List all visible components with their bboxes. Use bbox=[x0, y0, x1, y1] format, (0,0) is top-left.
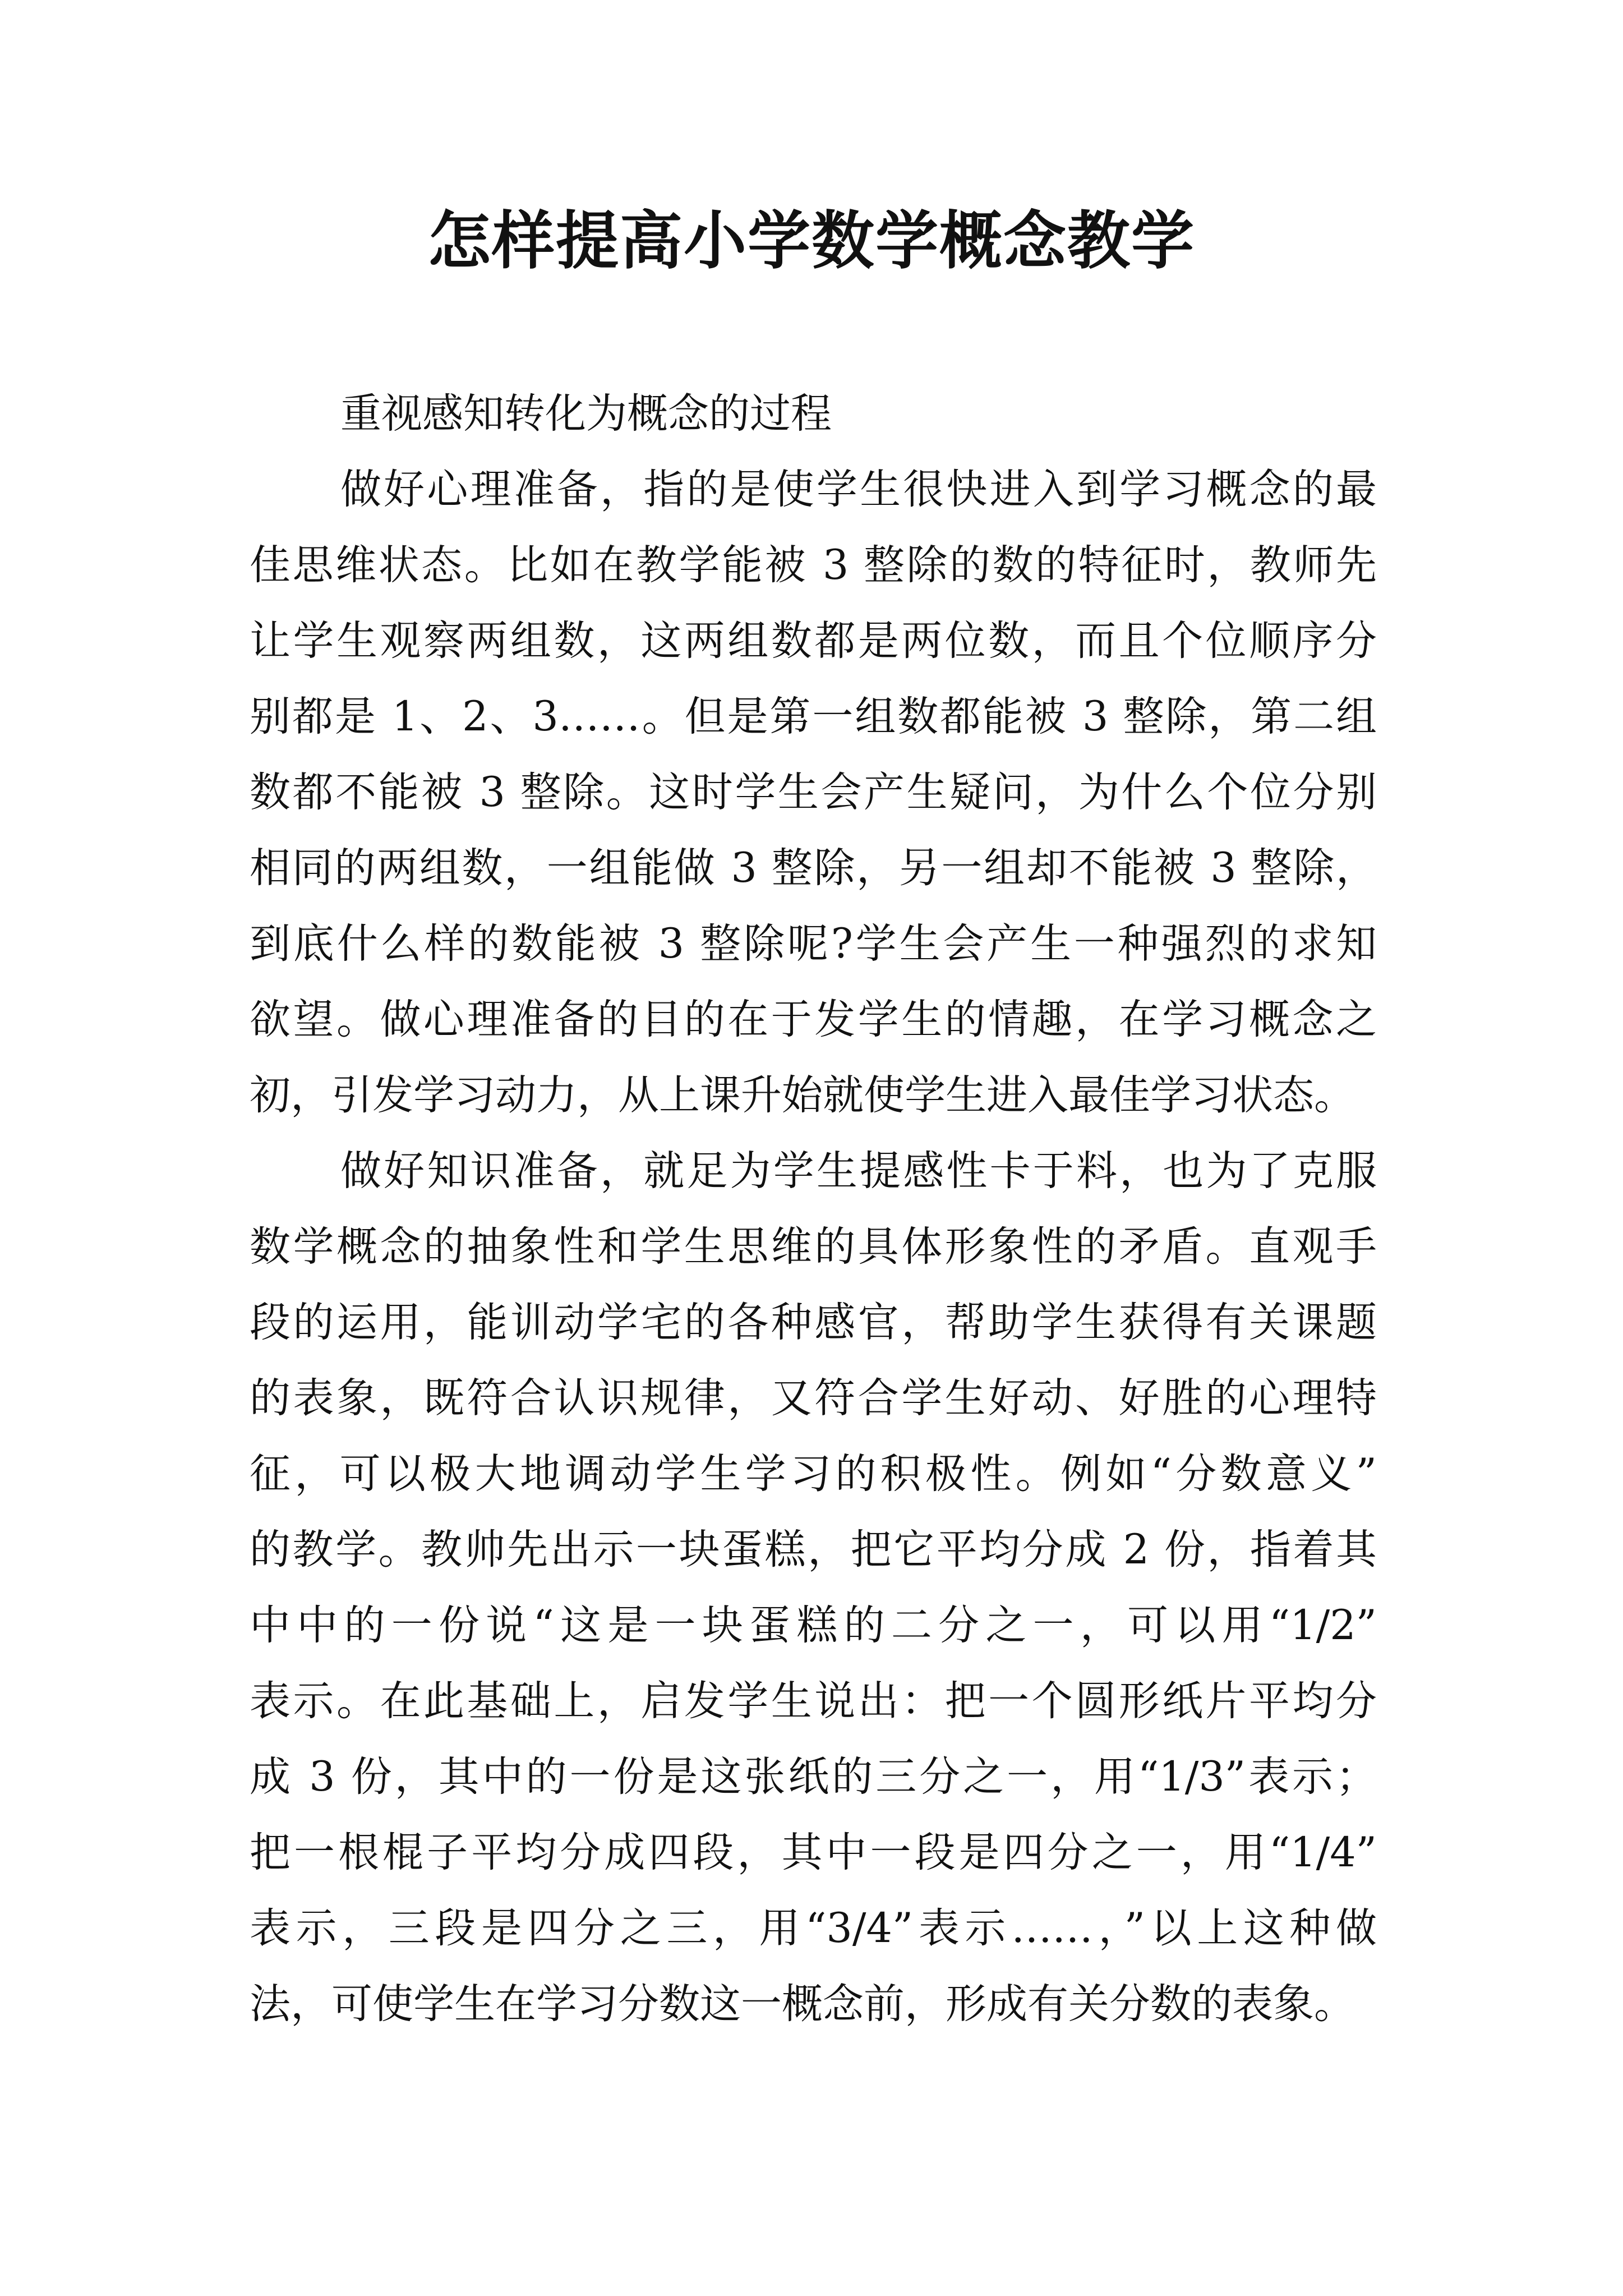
text-line: 中中的一份说“这是一块蛋糕的二分之一，可以用“1/2” bbox=[250, 1602, 1377, 1649]
document-body bbox=[250, 376, 1377, 2042]
text-line: 到底什么样的数能被 3 整除呢?学生会产生一种强烈的求知 bbox=[250, 920, 1377, 968]
text-line: 法，可使学生在学习分数这一概念前，形成有关分数的表象。 bbox=[250, 1980, 1355, 2028]
text-line: 欲望。做心理准备的目的在于发学生的情趣，在学习概念之 bbox=[250, 996, 1377, 1043]
text-line: 表示，三段是四分之三，用“3/4”表示……，”以上这种做 bbox=[250, 1904, 1377, 1952]
text-line: 成 3 份，其中的一份是这张纸的三分之一，用“1/3”表示； bbox=[250, 1753, 1377, 1801]
text-line: 的表象，既符合认识规律，又符合学生好动、好胜的心理特 bbox=[250, 1374, 1377, 1422]
text-line: 相同的两组数，一组能做 3 整除，另一组却不能被 3 整除， bbox=[250, 844, 1377, 892]
text-line: 数学概念的抽象性和学生思维的具体形象性的矛盾。直观手 bbox=[250, 1223, 1377, 1271]
text-line: 做好知识准备，就足为学生提感性卡于料，也为了克服 bbox=[340, 1147, 1377, 1195]
text-line: 把一根棍子平均分成四段，其中一段是四分之一，用“1/4” bbox=[250, 1829, 1377, 1876]
text-line: 别都是 1、2、3……。但是第一组数都能被 3 整除，第二组 bbox=[250, 693, 1377, 740]
text-line: 数都不能被 3 整除。这时学生会产生疑问，为什么个位分别 bbox=[250, 769, 1377, 816]
text-line: 重视感知转化为概念的过程 bbox=[340, 390, 832, 438]
text-line: 做好心理准备，指的是使学生很快进入到学习概念的最 bbox=[340, 466, 1377, 513]
text-line: 段的运用，能训动学宅的各种感官，帮助学生获得有关课题 bbox=[250, 1299, 1377, 1346]
text-line: 让学生观察两组数，这两组数都是两位数，而且个位顺序分 bbox=[250, 617, 1377, 665]
text-line: 初，引发学习动力，从上课升始就使学生进入最佳学习状态。 bbox=[250, 1071, 1355, 1119]
document-title: 怎样提高小学数学概念教学 bbox=[428, 204, 1195, 278]
text-line: 佳思维状态。比如在教学能被 3 整除的数的特征时，教师先 bbox=[250, 541, 1377, 589]
text-line: 征，可以极大地调动学生学习的积极性。例如“分数意义” bbox=[250, 1450, 1377, 1498]
text-line: 的教学。教帅先出示一块蛋糕，把它平均分成 2 份，指着其 bbox=[250, 1526, 1377, 1573]
text-line: 表示。在此基础上，启发学生说出：把一个圆形纸片平均分 bbox=[250, 1677, 1377, 1725]
